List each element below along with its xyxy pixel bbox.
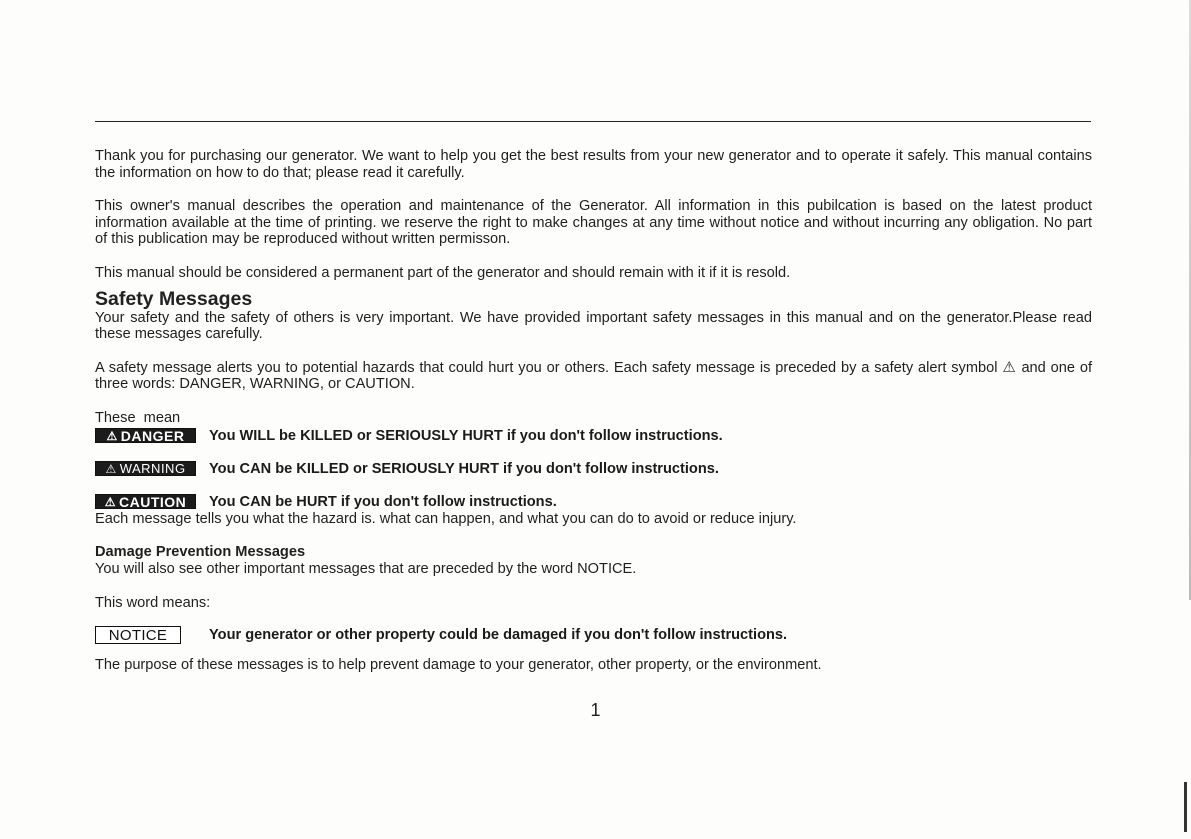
manual-page-content <box>95 148 1092 674</box>
word-means-label: This word means: <box>95 594 211 611</box>
caution-alert-icon: ⚠ <box>104 494 116 509</box>
header-rule <box>95 121 1091 122</box>
intro-paragraph-1: Thank you for purchasing our generator. We want to help you get the best results from your new generator and to operate it safely. This manual contains the information on how to do that; please read it carefully. <box>95 148 1092 181</box>
safety-paragraph-2-end: and one of three words: DANGER, WARNING, or CAUTION. <box>95 359 1093 393</box>
damage-prevention-heading: Damage Prevention Messages <box>95 544 306 561</box>
these-mean-label: These mean <box>95 409 181 426</box>
safety-paragraph-2 <box>95 360 1092 393</box>
intro-paragraph-2: This owner's manual describes the operation and maintenance of the Generator. All information in this pubilcation is based on the latest product information available at the time of printing. we reserve the right to make changes at any time without notice and without incurring any obligation. No part of this publication may be reproduced without written permisson. <box>95 198 1092 248</box>
notice-badge: NOTICE <box>95 626 181 644</box>
danger-badge <box>95 428 196 443</box>
danger-text: You WILL be KILLED or SERIOUSLY HURT if you don't follow instructions. <box>209 427 723 444</box>
warning-badge <box>95 461 196 476</box>
safety-paragraph-2-start: A safety message alerts you to potential hazards that could hurt you or others. Each safety message is preceded by a safety alert symbol <box>95 359 998 376</box>
warning-word: WARNING <box>119 461 186 477</box>
scan-mark <box>1184 782 1187 832</box>
intro-paragraph-3: This manual should be considered a permanent part of the generator and should remain with it if it is resold. <box>95 264 791 281</box>
danger-signal-row <box>95 427 1092 445</box>
notice-text: Your generator or other property could be damaged if you don't follow instructions. <box>209 627 788 644</box>
caution-text: You CAN be HURT if you don't follow instructions. <box>209 493 557 510</box>
safety-alert-icon: ⚠ <box>1002 358 1017 376</box>
notice-signal-row <box>95 625 1092 645</box>
caution-signal-row <box>95 493 1092 511</box>
caution-badge <box>95 494 196 509</box>
purpose-paragraph: The purpose of these messages is to help prevent damage to your generator, other property, or the environment. <box>95 657 822 674</box>
danger-word: DANGER <box>120 427 185 444</box>
damage-paragraph-1: You will also see other important messages that are preceded by the word NOTICE. <box>95 561 637 578</box>
warning-signal-row <box>95 460 1092 478</box>
each-message-paragraph: Each message tells you what the hazard is. what can happen, and what you can do to avoid or reduce injury. <box>95 510 797 527</box>
warning-text: You CAN be KILLED or SERIOUSLY HURT if you don't follow instructions. <box>209 460 719 477</box>
page-number: 1 <box>590 700 601 720</box>
danger-alert-icon: ⚠ <box>106 428 118 443</box>
warning-alert-icon: ⚠ <box>105 461 117 476</box>
safety-messages-heading: Safety Messages <box>95 287 253 310</box>
caution-word: CAUTION <box>118 493 187 510</box>
safety-paragraph-1: Your safety and the safety of others is very important. We have provided important safety messages in this manual and on the generator.Please read these messages carefully. <box>95 309 1092 343</box>
